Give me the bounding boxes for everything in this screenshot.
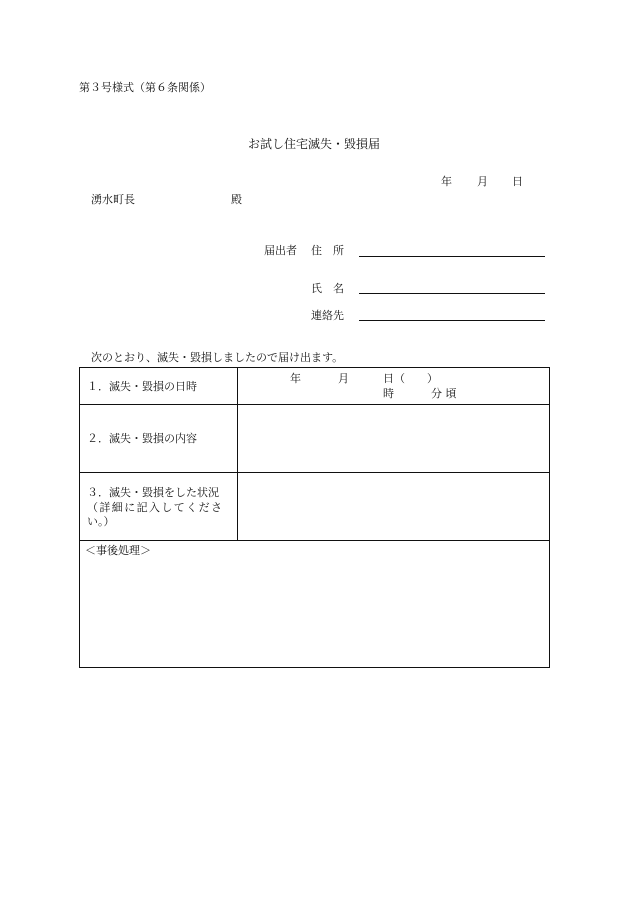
applicant-label: 届出者 <box>264 244 297 257</box>
row2-content-field[interactable] <box>238 405 550 472</box>
form-number: 第３号様式（第６条関係） <box>79 81 211 94</box>
row4-followup-field[interactable] <box>80 560 549 667</box>
row1-year: 年 <box>290 372 301 385</box>
date-month-label: 月 <box>477 175 488 188</box>
row-divider <box>80 540 549 541</box>
row1-minute: 分 頃 <box>431 387 457 400</box>
row3-label-line1: ３．滅失・毀損をした状況 <box>87 486 219 499</box>
row1-hour: 時 <box>383 387 394 400</box>
address-label: 住 所 <box>311 244 344 257</box>
addressee-name: 湧水町長 <box>91 193 135 206</box>
date-year-label: 年 <box>441 175 452 188</box>
row4-label: ＜事後処理＞ <box>85 544 151 557</box>
contact-label: 連絡先 <box>311 309 344 322</box>
address-field[interactable] <box>359 256 545 257</box>
row1-month: 月 <box>338 372 349 385</box>
document-title: お試し住宅滅失・毀損届 <box>248 137 381 151</box>
name-field[interactable] <box>359 293 545 294</box>
intro-text: 次のとおり、滅失・毀損しましたので届け出ます。 <box>91 351 344 364</box>
row1-label: １．滅失・毀損の日時 <box>87 380 197 393</box>
name-label: 氏 名 <box>311 282 344 295</box>
row3-situation-field[interactable] <box>238 473 550 540</box>
row3-label-line2: （詳細に記入してくださ <box>87 501 224 514</box>
addressee-honorific: 殿 <box>231 193 242 206</box>
contact-field[interactable] <box>359 320 545 321</box>
date-day-label: 日 <box>512 175 523 188</box>
row3-label-line3: い。） <box>87 515 115 528</box>
row1-day: 日（ ） <box>383 372 438 385</box>
row1-datetime-field[interactable] <box>238 368 550 404</box>
row2-label: ２．滅失・毀損の内容 <box>87 432 197 445</box>
report-table <box>79 367 550 668</box>
